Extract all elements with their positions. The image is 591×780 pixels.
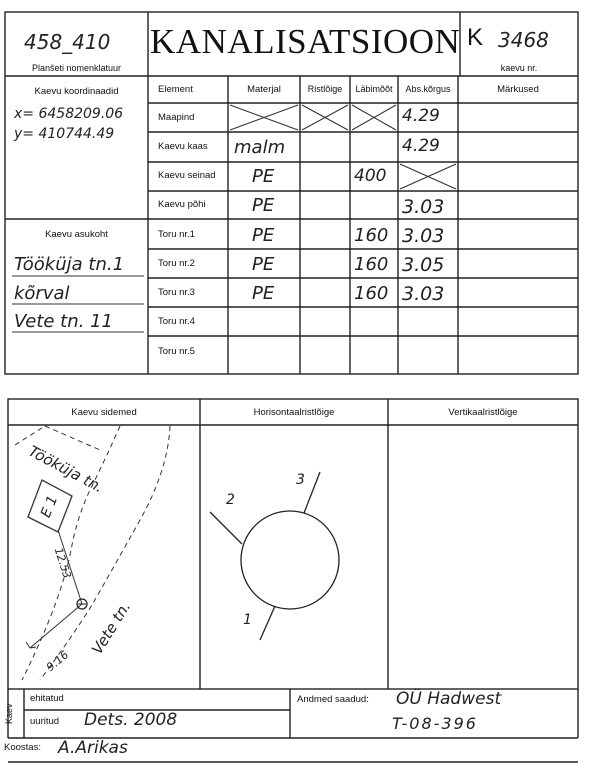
building-label: E 1 xyxy=(38,493,62,520)
tie-distance-1: 12.53 xyxy=(51,546,74,580)
col-header-labimoot: Läbimõõt xyxy=(355,84,393,94)
row-materjal: PE xyxy=(252,283,275,304)
coordinate-x: x= 6458209.06 xyxy=(14,106,124,122)
row-abs: 3.03 xyxy=(402,225,445,247)
row-abs: 4.29 xyxy=(402,106,440,126)
sketch-col-ties: Kaevu sidemed xyxy=(71,407,137,418)
row-materjal: PE xyxy=(252,195,275,216)
row-labimoot: 160 xyxy=(354,225,389,246)
row-element: Kaevu kaas xyxy=(158,141,208,152)
row-element: Toru nr.3 xyxy=(158,287,195,298)
row-element: Toru nr.5 xyxy=(158,346,195,357)
ehitatud-label: ehitatud xyxy=(30,693,64,704)
location-line-2: kõrval xyxy=(14,283,70,304)
row-element: Kaevu põhi xyxy=(158,199,206,210)
well-k-letter: K xyxy=(467,24,484,51)
well-number: 3468 xyxy=(498,28,549,52)
location-line-3: Vete tn. 11 xyxy=(14,311,113,332)
row-materjal: PE xyxy=(252,166,275,187)
row-abs: 3.03 xyxy=(402,283,445,305)
sketch-col-vertical: Vertikaalristlõige xyxy=(448,407,518,418)
kaev-label: Kaev xyxy=(4,703,14,724)
row-labimoot: 400 xyxy=(354,166,387,186)
row-labimoot: 160 xyxy=(354,283,389,304)
uuritud-value: Dets. 2008 xyxy=(84,710,178,730)
row-abs: 3.03 xyxy=(402,196,445,218)
location-label: Kaevu asukoht xyxy=(45,229,108,240)
form-title: KANALISATSIOON xyxy=(150,22,461,61)
pipe-label-3: 3 xyxy=(296,472,305,488)
well-number-label: kaevu nr. xyxy=(500,63,538,73)
col-header-materjal: Materjal xyxy=(247,84,281,95)
street-label-1: Tööküja tn. xyxy=(25,442,107,497)
row-element: Toru nr.1 xyxy=(158,229,195,240)
street-label-2: Vete tn. xyxy=(88,598,135,658)
row-materjal: malm xyxy=(234,137,286,158)
koostas-value: A.Arikas xyxy=(58,738,128,758)
col-header-element: Element xyxy=(158,84,193,95)
location-line-1: Tööküja tn.1 xyxy=(14,254,125,275)
coordinates-label: Kaevu koordinaadid xyxy=(34,86,119,97)
row-abs: 4.29 xyxy=(402,136,440,156)
row-element: Toru nr.4 xyxy=(158,316,195,327)
sketch-col-horizontal: Horisontaalristlõige xyxy=(253,407,335,418)
pipe-label-1: 1 xyxy=(243,612,252,628)
plansheet-value: 458_410 xyxy=(24,30,111,54)
row-element: Kaevu seinad xyxy=(158,170,216,181)
row-labimoot: 160 xyxy=(354,254,389,275)
pipe-label-2: 2 xyxy=(226,492,235,508)
row-element: Maapind xyxy=(158,112,195,123)
coordinate-y: y= 410744.49 xyxy=(14,126,115,142)
tie-distance-2: 9.16 xyxy=(44,648,72,674)
andmed-code: T-08-396 xyxy=(392,714,478,733)
row-abs: 3.05 xyxy=(402,254,445,276)
row-element: Toru nr.2 xyxy=(158,258,195,269)
col-header-markused: Märkused xyxy=(497,84,539,95)
row-materjal: PE xyxy=(252,225,275,246)
andmed-value: OÜ Hadwest xyxy=(396,689,502,709)
col-header-abs-korgus: Abs.kõrgus xyxy=(405,84,451,94)
uuritud-label: uuritud xyxy=(30,716,60,727)
plansheet-label: Planšeti nomenklatuur xyxy=(31,63,122,73)
andmed-label: Andmed saadud: xyxy=(297,694,369,705)
col-header-ristloige: Ristlõige xyxy=(307,84,343,94)
koostas-label: Koostas: xyxy=(4,742,41,753)
row-materjal: PE xyxy=(252,254,275,275)
